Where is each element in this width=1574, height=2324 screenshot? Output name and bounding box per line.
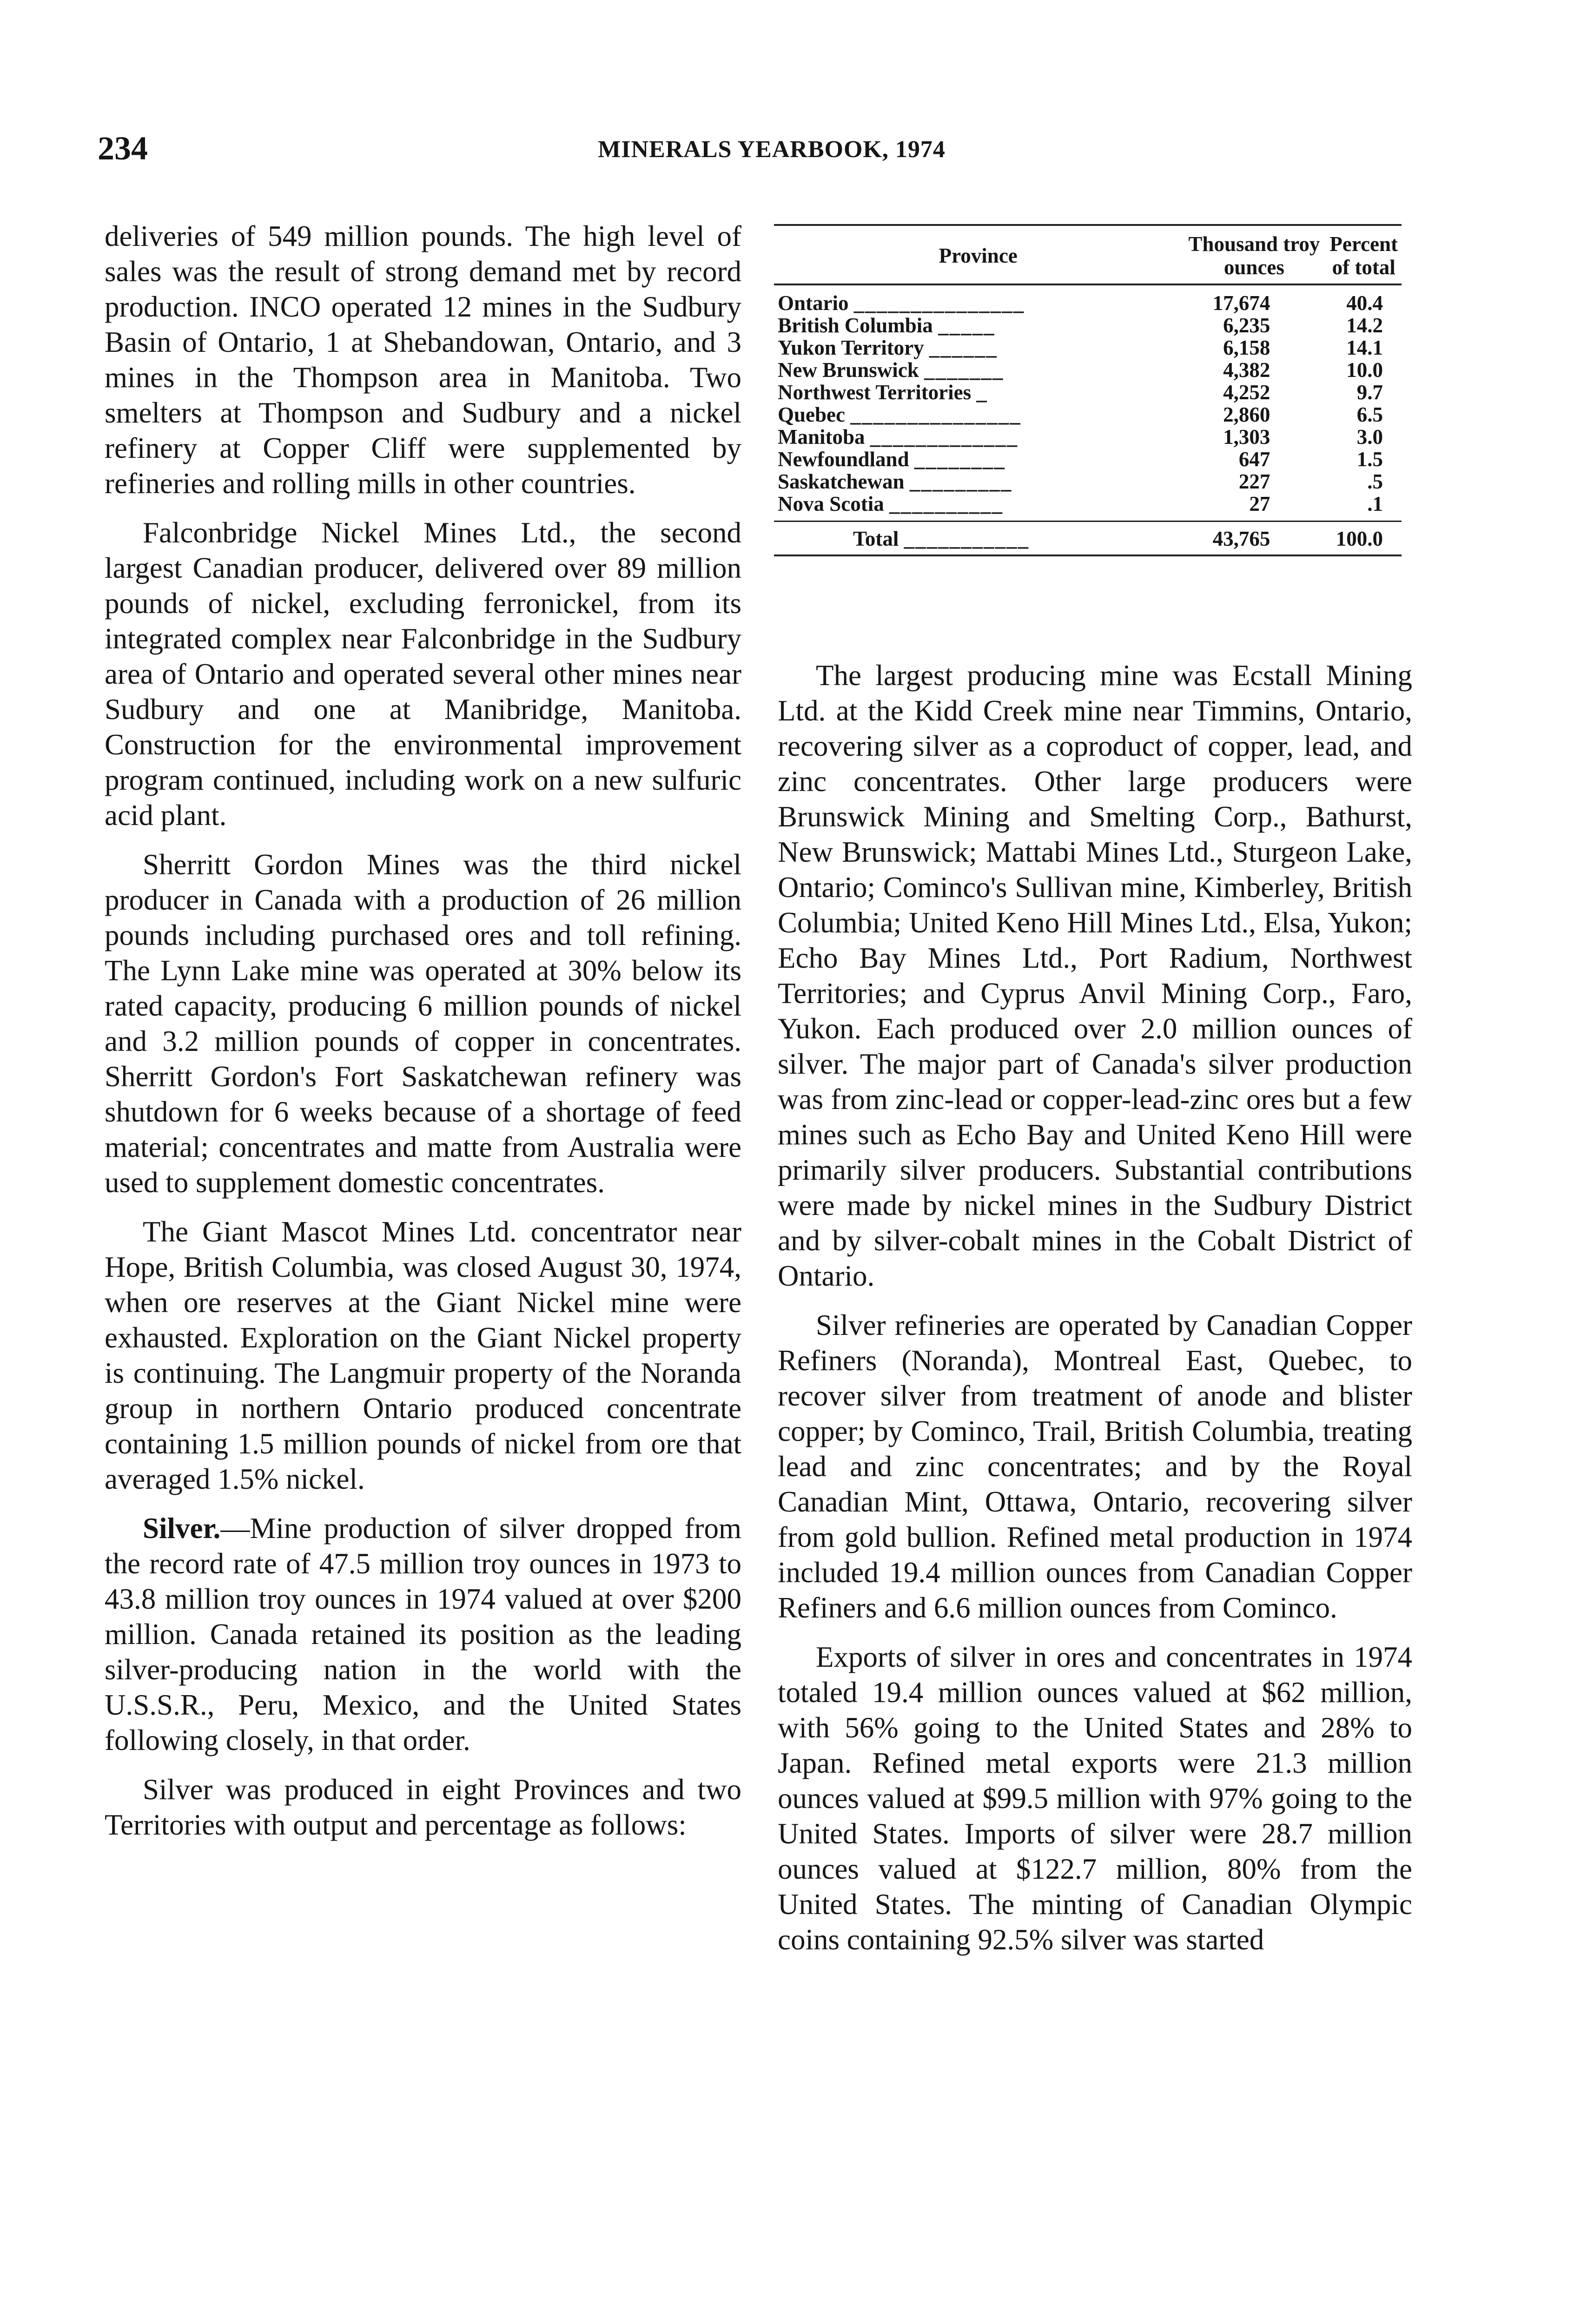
silver-production-table bbox=[774, 224, 1402, 556]
right-column bbox=[778, 658, 1412, 1971]
percent-value: 10.0 bbox=[1346, 358, 1383, 382]
header-ounces: Thousand troy ounces bbox=[1182, 225, 1326, 284]
ounces-value: 647 bbox=[1238, 448, 1270, 471]
ounces-value: 227 bbox=[1238, 470, 1270, 493]
table-total-row bbox=[774, 522, 1402, 556]
silver-paragraph-text: —Mine production of silver dropped from the record rate of 47.5 million troy ounces in 1973 to 43.8 million troy ounces in 1974 valued at over $200 million. Canada retained its position as the leading silver-producing nation in the world with the U.S.S.R., Peru, Mexico, and the United States following closely, in that order. bbox=[105, 1512, 741, 1756]
ounces-value: 17,674 bbox=[1212, 291, 1270, 315]
ounces-value: 4,252 bbox=[1223, 381, 1270, 404]
province-name: Newfoundland ________ bbox=[778, 448, 1005, 471]
table-row bbox=[774, 448, 1402, 470]
table-row bbox=[774, 493, 1402, 522]
percent-value: 6.5 bbox=[1356, 403, 1383, 426]
ounces-value: 1,303 bbox=[1223, 425, 1270, 449]
running-head: MINERALS YEARBOOK, 1974 bbox=[598, 136, 946, 163]
ounces-value: 4,382 bbox=[1223, 358, 1270, 382]
province-name: Ontario _______________ bbox=[778, 291, 1025, 315]
paragraph-refineries: Silver refineries are operated by Canadian Copper Refiners (Noranda), Montreal East, Quebec, to recover silver from treatment of anode and blister copper; by Cominco, Trail, British Columbia, treating lead and zinc concentrates; and by the Royal Canadian Mint, Ottawa, Ontario, recovering silver from gold bullion. Refined metal production in 1974 included 19.4 million ounces from Canadian Copper Refiners and 6.6 million ounces from Cominco. bbox=[778, 1309, 1412, 1624]
percent-value: 3.0 bbox=[1356, 425, 1383, 449]
table-row bbox=[774, 426, 1402, 448]
percent-value: 14.1 bbox=[1346, 336, 1383, 359]
paragraph-falconbridge: Falconbridge Nickel Mines Ltd., the second largest Canadian producer, delivered over 89 million pounds of nickel, excluding ferronickel, from its integrated complex near Falconbridge in the Sudbury area of Ontario and operated several other mines near Sudbury and one at Manibridge, Manitoba. Construction for the environmental improvement program continued, including work on a new sulfuric acid plant. bbox=[105, 516, 741, 832]
paragraph-sherritt-gordon: Sherritt Gordon Mines was the third nickel producer in Canada with a production of 26 million pounds including purchased ores and toll refining. The Lynn Lake mine was operated at 30% below its rated capacity, producing 6 million pounds of nickel and 3.2 million pounds of copper in concentrates. Sherritt Gordon's Fort Saskatchewan refinery was shutdown for 6 weeks because of a shortage of feed material; concentrates and matte from Australia were used to supplement domestic concentrates. bbox=[105, 848, 741, 1199]
table-row bbox=[774, 381, 1402, 403]
table-row bbox=[774, 359, 1402, 381]
table-row bbox=[774, 284, 1402, 314]
ounces-value: 6,235 bbox=[1223, 314, 1270, 337]
paragraph-inco: deliveries of 549 million pounds. The high level of sales was the result of strong demand met by record production. INCO operated 12 mines in the Sudbury Basin of Ontario, 1 at Shebandowan, Ontario, and 3 mines in the Thompson area in Manitoba. Two smelters at Thompson and Sudbury and a nickel refinery at Copper Cliff were supplemented by refineries and rolling mills in other countries. bbox=[105, 220, 741, 500]
table-row bbox=[774, 314, 1402, 337]
header-percent: Percent of total bbox=[1326, 225, 1402, 284]
paragraph-exports: Exports of silver in ores and concentrates in 1974 totaled 19.4 million ounces valued at $62 million, with 56% going to the United States and 28% to Japan. Refined metal exports were 21.3 million ounces valued at $99.5 million with 97% going to the United States. Imports of silver were 28.7 million ounces valued at $122.7 million, 80% from the United States. The minting of Canadian Olympic coins containing 92.5% silver was started bbox=[778, 1641, 1412, 1956]
province-name: British Columbia _____ bbox=[778, 314, 995, 337]
table-row bbox=[774, 337, 1402, 359]
province-name: Northwest Territories _ bbox=[778, 381, 988, 404]
table-row bbox=[774, 470, 1402, 493]
silver-sidehead: Silver. bbox=[143, 1512, 221, 1545]
paragraph-giant-mascot: The Giant Mascot Mines Ltd. concentrator near Hope, British Columbia, was closed August 30, 1974, when ore reserves at the Giant Nickel mine were exhausted. Exploration on the Giant Nickel property is continuing. The Langmuir property of the Noranda group in northern Ontario produced concentrate containing 1.5 million pounds of nickel from ore that averaged 1.5% nickel. bbox=[105, 1215, 741, 1495]
total-percent: 100.0 bbox=[1326, 522, 1402, 556]
province-name: Manitoba _____________ bbox=[778, 425, 1018, 449]
province-name: New Brunswick _______ bbox=[778, 358, 1004, 382]
header-province: Province bbox=[774, 225, 1182, 284]
page-number: 234 bbox=[98, 130, 148, 167]
paragraph-largest-mine: The largest producing mine was Ecstall Mining Ltd. at the Kidd Creek mine near Timmins, Ontario, recovering silver as a coproduct of copper, lead, and zinc concentrates. Other large producers were Brunswick Mining and Smelting Corp., Bathurst, New Brunswick; Mattabi Mines Ltd., Sturgeon Lake, Ontario; Cominco's Sullivan mine, Kimberley, British Columbia; United Keno Hill Mines Ltd., Elsa, Yukon; Echo Bay Mines Ltd., Port Radium, Northwest Territories; and Cyprus Anvil Mining Corp., Faro, Yukon. Each produced over 2.0 million ounces of silver. The major part of Canada's silver production was from zinc-lead or copper-lead-zinc ores but a few mines such as Echo Bay and United Keno Hill were primarily silver producers. Substantial contributions were made by nickel mines in the Sudbury District and by silver-cobalt mines in the Cobalt District of Ontario. bbox=[778, 659, 1412, 1292]
total-label: Total ___________ bbox=[774, 522, 1182, 556]
ounces-value: 6,158 bbox=[1223, 336, 1270, 359]
province-name: Quebec _______________ bbox=[778, 403, 1021, 426]
percent-value: .1 bbox=[1367, 492, 1383, 515]
province-name: Nova Scotia __________ bbox=[778, 492, 1003, 515]
total-ounces: 43,765 bbox=[1182, 522, 1326, 556]
left-column bbox=[105, 218, 741, 1856]
percent-value: 9.7 bbox=[1356, 381, 1383, 404]
table-header-row bbox=[774, 225, 1402, 284]
percent-value: .5 bbox=[1367, 470, 1383, 493]
paragraph-silver bbox=[105, 1511, 741, 1758]
province-name: Yukon Territory ______ bbox=[778, 336, 998, 359]
table-row bbox=[774, 403, 1402, 426]
percent-value: 40.4 bbox=[1346, 291, 1383, 315]
percent-value: 14.2 bbox=[1346, 314, 1383, 337]
paragraph-provinces-intro: Silver was produced in eight Provinces and two Territories with output and percentage as follows: bbox=[105, 1773, 741, 1841]
ounces-value: 2,860 bbox=[1223, 403, 1270, 426]
percent-value: 1.5 bbox=[1356, 448, 1383, 471]
province-name: Saskatchewan _________ bbox=[778, 470, 1012, 493]
ounces-value: 27 bbox=[1249, 492, 1270, 515]
